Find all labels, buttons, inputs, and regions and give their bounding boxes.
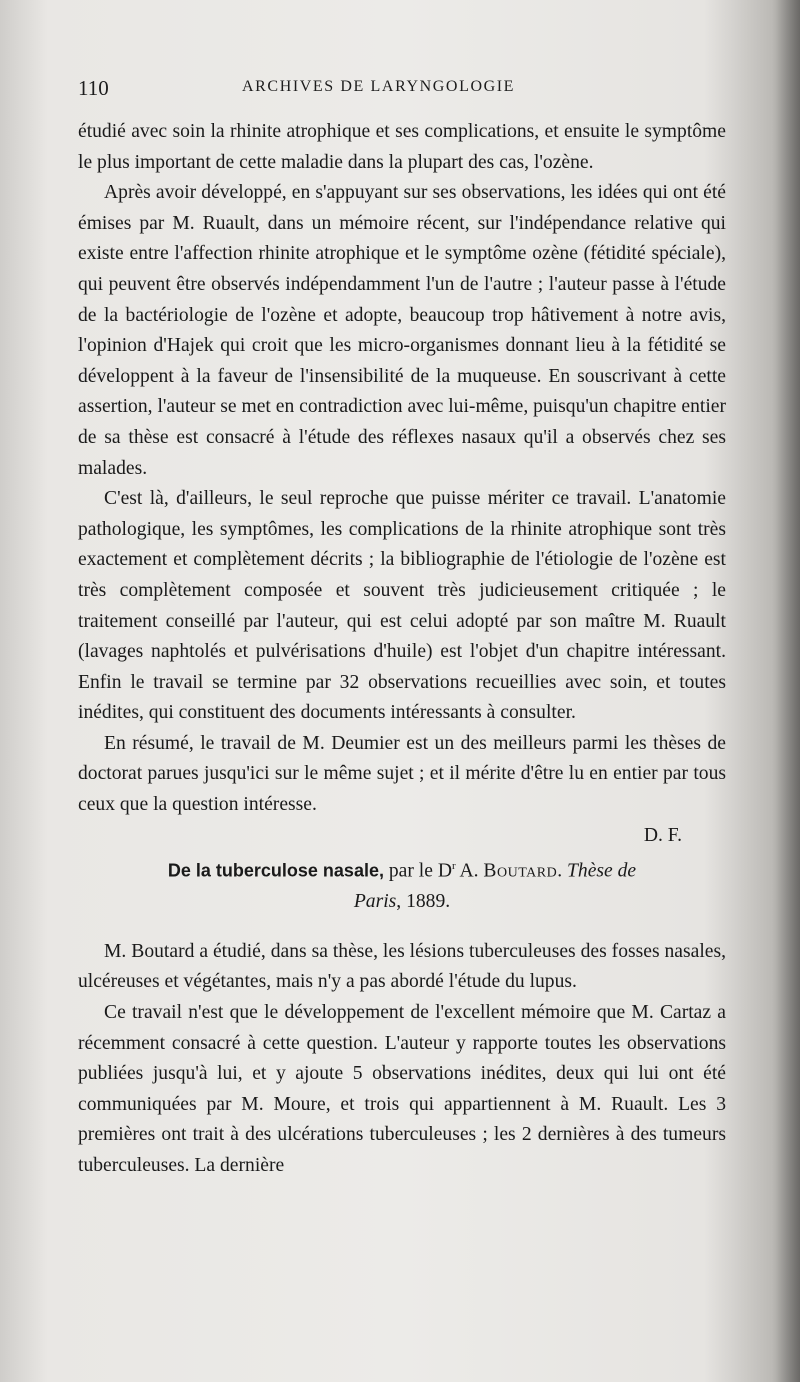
body-text [78, 117, 726, 1182]
paragraph: C'est là, d'ailleurs, le seul reproche que puisse mériter ce travail. L'anatomie pathologique, les symptômes, les complications de la rhinite atrophique sont très exactement et complètement décrits ; la bibliographie de l'étiologie de l'ozène est très complètement composée et souvent très judicieusement critiquée ; le traitement conseillé par l'auteur, qui est celui adopté par son maître M. Ruault (lavages naphtolés et pulvérisations d'huile) est l'objet d'un chapitre intéressant. Enfin le travail se termine par 32 observations recueillies avec soin, et toutes inédites, qui constituent des documents intéressants à consulter. [78, 488, 726, 724]
doctor-abbrev-sup: r [451, 860, 456, 873]
review-signature: D. F. [643, 824, 682, 846]
review-title: De la tuberculose nasale, [167, 860, 384, 881]
page-gutter-shadow [772, 0, 800, 1382]
author-name: Boutard [483, 860, 558, 882]
review-paragraph: M. Boutard a étudié, dans sa thèse, les lésions tuberculeuses des fosses nasales, ulcéreuses et végétantes, mais n'y a pas abordé l'étude du lupus. [78, 940, 726, 993]
work-year: , 1889. [396, 890, 451, 912]
work-title-1: Thèse de [567, 860, 637, 882]
running-head: ARCHIVES DE LARYNGOLOGIE [242, 78, 516, 95]
author-initial: A. [455, 860, 484, 882]
after-name: . [557, 860, 567, 882]
page-number: 110 [78, 76, 109, 100]
review-by: par le D [383, 860, 452, 882]
review-heading [78, 851, 726, 917]
work-title-2: Paris [353, 890, 397, 912]
page-header [78, 76, 724, 106]
review-body [78, 937, 726, 1182]
paragraph: En résumé, le travail de M. Deumier est un des meilleurs parmi les thèses de doctorat parues jusqu'ici sur le même sujet ; et il mérite d'être lu en entier par tous ceux que la question intéresse. [78, 732, 726, 816]
review-paragraph: Ce travail n'est que le développement de l'excellent mémoire que M. Cartaz a récemment consacré à cette question. L'auteur y rapporte toutes les observations publiées jusqu'à lui, et y ajoute 5 observations inédites, deux qui lui ont été communiquées par M. Moure, et trois qui appartiennent à M. Ruault. Les 3 premières ont trait à des ulcérations tuberculeuses ; les 2 dernières à des tumeurs tuberculeuses. La dernière [78, 1001, 726, 1176]
paragraph-continued: étudié avec soin la rhinite atrophique et ses complications, et ensuite le symptôme le plus important de cette maladie dans la plupart des cas, l'ozène. [78, 121, 726, 173]
paragraph: Après avoir développé, en s'appuyant sur ses observations, les idées qui ont été émises par M. Ruault, dans un mémoire récent, sur l'indépendance relative qui existe entre l'affection rhinite atrophique et le symptôme ozène (fétidité spéciale), qui peuvent être observés indépendamment l'un de l'autre ; l'auteur passe à l'étude de la bactériologie de l'ozène et adopte, beaucoup trop hâtivement à notre avis, l'opinion d'Hajek qui croit que les micro-organismes donnant lieu à la fétidité se développent à la faveur de l'insensibilité de la muqueuse. En souscrivant à cette assertion, l'auteur se met en contradiction avec lui-même, puisqu'un chapitre entier de sa thèse est consacré à l'étude des réflexes nasaux qu'il a observés chez ses malades. [78, 182, 726, 479]
